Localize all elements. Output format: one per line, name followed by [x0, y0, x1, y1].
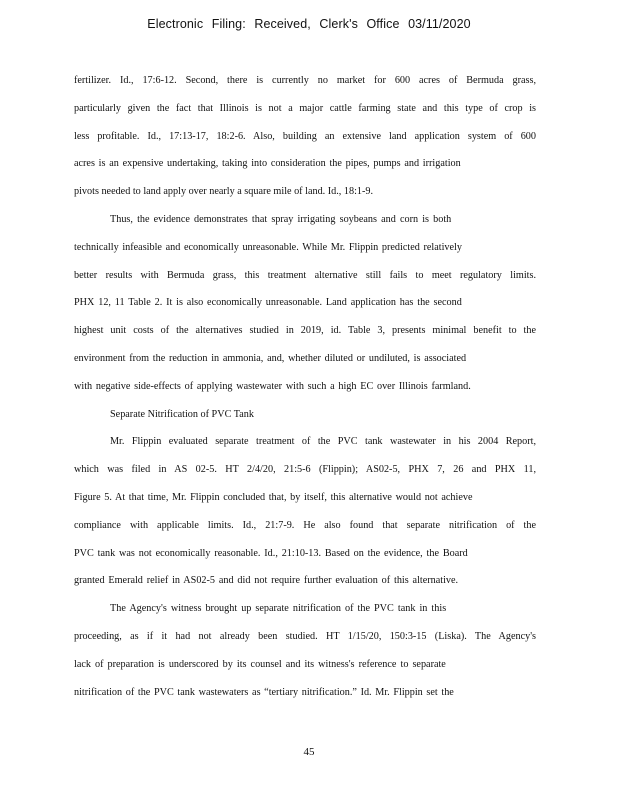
text-line: lack of preparation is underscored by its counsel and its witness's reference to separate [74, 658, 446, 670]
text-line: which was filed in AS 02-5. HT 2/4/20, 21:5-6 (Flippin); AS02-5, PHX 7, 26 and PHX 11, [74, 464, 536, 476]
text-line: nitrification of the PVC tank wastewaters as “tertiary nitrification.” Id. Mr. Flippin set the [74, 686, 454, 698]
filing-header: Electronic Filing: Received, Clerk's Office 03/11/2020 [147, 17, 471, 31]
text-line: fertilizer. Id., 17:6-12. Second, there is currently no market for 600 acres of Bermuda grass, [74, 75, 536, 86]
text-line: The Agency's witness brought up separate nitrification of the PVC tank in this [110, 603, 447, 615]
text-line: less profitable. Id., 17:13-17, 18:2-6. Also, building an extensive land application system of 600 [74, 130, 536, 142]
text-line: with negative side-effects of applying wastewater with such a high EC over Illinois farmland. [74, 380, 471, 392]
text-line: pivots needed to land apply over nearly a square mile of land. Id., 18:1-9. [74, 186, 374, 198]
document-body [74, 67, 536, 706]
text-line: Figure 5. At that time, Mr. Flippin concluded that, by itself, this alternative would not achieve [74, 491, 473, 503]
text-line: particularly given the fact that Illinois is not a major cattle farming state and this type of crop is [74, 102, 536, 114]
page-number: 45 [303, 746, 315, 758]
text-line: technically infeasible and economically unreasonable. While Mr. Flippin predicted relatively [74, 241, 462, 253]
text-line: acres is an expensive undertaking, taking into consideration the pipes, pumps and irrigation [74, 158, 461, 170]
text-line: highest unit costs of the alternatives studied in 2019, id. Table 3, presents minimal benefit to the [74, 325, 536, 337]
section-heading: Separate Nitrification of PVC Tank [110, 408, 254, 420]
text-line: Mr. Flippin evaluated separate treatment of the PVC tank wastewater in his 2004 Report, [110, 436, 536, 448]
text-line: granted Emerald relief in AS02-5 and did not require further evaluation of this alternative. [74, 575, 459, 587]
text-line: PVC tank was not economically reasonable. Id., 21:10-13. Based on the evidence, the Board [74, 547, 468, 559]
text-line: PHX 12, 11 Table 2. It is also economically unreasonable. Land application has the second [74, 297, 462, 309]
text-line: Thus, the evidence demonstrates that spray irrigating soybeans and corn is both [110, 213, 452, 225]
text-line: better results with Bermuda grass, this treatment alternative still fails to meet regulatory limits. [74, 269, 536, 281]
text-line: environment from the reduction in ammonia, and, whether diluted or undiluted, is associated [74, 352, 467, 364]
text-line: compliance with applicable limits. Id., 21:7-9. He also found that separate nitrification of the [74, 519, 536, 531]
text-line: proceeding, as if it had not already been studied. HT 1/15/20, 150:3-15 (Liska). The Agency's [74, 630, 536, 642]
